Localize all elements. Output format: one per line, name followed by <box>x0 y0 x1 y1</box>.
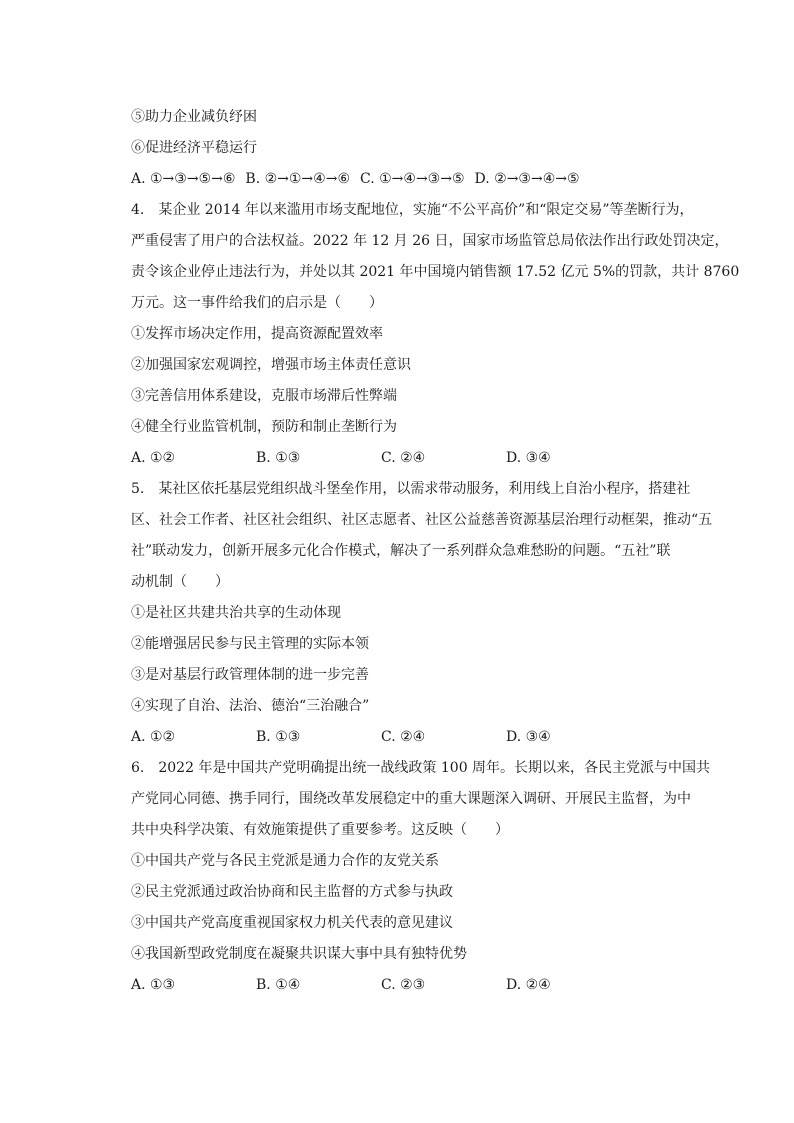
page-content <box>131 102 740 1001</box>
q5-stem-line: 动机制（ ） <box>131 574 229 590</box>
q5-option-b: B. ①③ <box>256 729 301 745</box>
q6-item-1: ①中国共产党与各民主党派是通力合作的友党关系 <box>131 853 439 869</box>
q4-option-b: B. ①③ <box>256 450 301 466</box>
q5-stem <box>131 474 713 598</box>
q4-options <box>131 443 691 474</box>
q4-item-1: ①发挥市场决定作用，提高资源配置效率 <box>131 326 383 342</box>
q4-option-d: D. ③④ <box>506 450 551 466</box>
q5-option-a: A. ①② <box>131 729 176 745</box>
q3-options <box>131 164 691 195</box>
q5-option-c: C. ②④ <box>381 729 426 745</box>
q4-item-2: ②加强国家宏观调控，增强市场主体责任意识 <box>131 357 411 373</box>
q3-item-5: ⑤助力企业减负纾困 <box>131 109 257 125</box>
q5-item-2: ②能增强居民参与民主管理的实际本领 <box>131 636 369 652</box>
q5-item-4: ④实现了自治、法治、德治“三治融合” <box>131 698 370 714</box>
q5-stem-line: 社”联动发力，创新开展多元化合作模式，解决了一系列群众急难愁盼的问题。“五社”联 <box>131 543 671 559</box>
q5-stem-line: 区、社会工作者、社区社会组织、社区志愿者、社区公益慈善资源基层治理行动框架，推动“五 <box>131 512 713 528</box>
q4-stem <box>131 195 740 319</box>
q6-option-c: C. ②③ <box>381 977 426 993</box>
q3-option-c: C. ①→④→③→⑤ <box>360 171 465 187</box>
q6-stem <box>131 753 711 846</box>
q3-option-b: B. ②→①→④→⑥ <box>245 171 350 187</box>
q4-stem-line: 责令该企业停止违法行为，并处以其 2021 年中国境内销售额 17.52 亿元 5%的罚款，共计 8760 <box>131 264 740 280</box>
q4-item-3: ③完善信用体系建设，克服市场滞后性弊端 <box>131 388 397 404</box>
q6-option-a: A. ①③ <box>131 977 176 993</box>
q5-option-d: D. ③④ <box>506 729 551 745</box>
q5-item-3: ③是对基层行政管理体制的进一步完善 <box>131 667 369 683</box>
q3-option-d: D. ②→③→④→⑤ <box>474 171 580 187</box>
q3-option-a: A. ①→③→⑤→⑥ <box>131 171 236 187</box>
q6-stem-line: 6. 2022 年是中国共产党明确提出统一战线政策 100 周年。长期以来，各民主党派与中国共 <box>131 760 711 776</box>
q6-options <box>131 970 691 1001</box>
q6-stem-line: 共中央科学决策、有效施策提供了重要参考。这反映（ ） <box>131 822 509 838</box>
q5-item-1: ①是社区共建共治共享的生动体现 <box>131 605 341 621</box>
q5-options <box>131 722 691 753</box>
q4-stem-line: 4. 某企业 2014 年以来滥用市场支配地位，实施“不公平高价”和“限定交易”等垄断行为， <box>131 202 694 218</box>
q5-stem-line: 5. 某社区依托基层党组织战斗堡垒作用，以需求带动服务，利用线上自治小程序，搭建社 <box>131 481 691 497</box>
q4-stem-line: 严重侵害了用户的合法权益。2022 年 12 月 26 日，国家市场监管总局依法作出行政处罚决定， <box>131 233 729 249</box>
q6-item-2: ②民主党派通过政治协商和民主监督的方式参与执政 <box>131 884 453 900</box>
q4-item-4: ④健全行业监管机制，预防和制止垄断行为 <box>131 419 397 435</box>
q4-option-c: C. ②④ <box>381 450 426 466</box>
q6-option-d: D. ②④ <box>506 977 551 993</box>
q6-stem-line: 产党同心同德、携手同行，围绕改革发展稳定中的重大课题深入调研、开展民主监督，为中 <box>131 791 691 807</box>
q4-stem-line: 万元。这一事件给我们的启示是（ ） <box>131 295 383 311</box>
q3-item-6: ⑥促进经济平稳运行 <box>131 140 257 156</box>
q6-item-3: ③中国共产党高度重视国家权力机关代表的意见建议 <box>131 915 453 931</box>
q6-item-4: ④我国新型政党制度在凝聚共识谋大事中具有独特优势 <box>131 946 467 962</box>
q4-option-a: A. ①② <box>131 450 176 466</box>
q6-option-b: B. ①④ <box>256 977 301 993</box>
